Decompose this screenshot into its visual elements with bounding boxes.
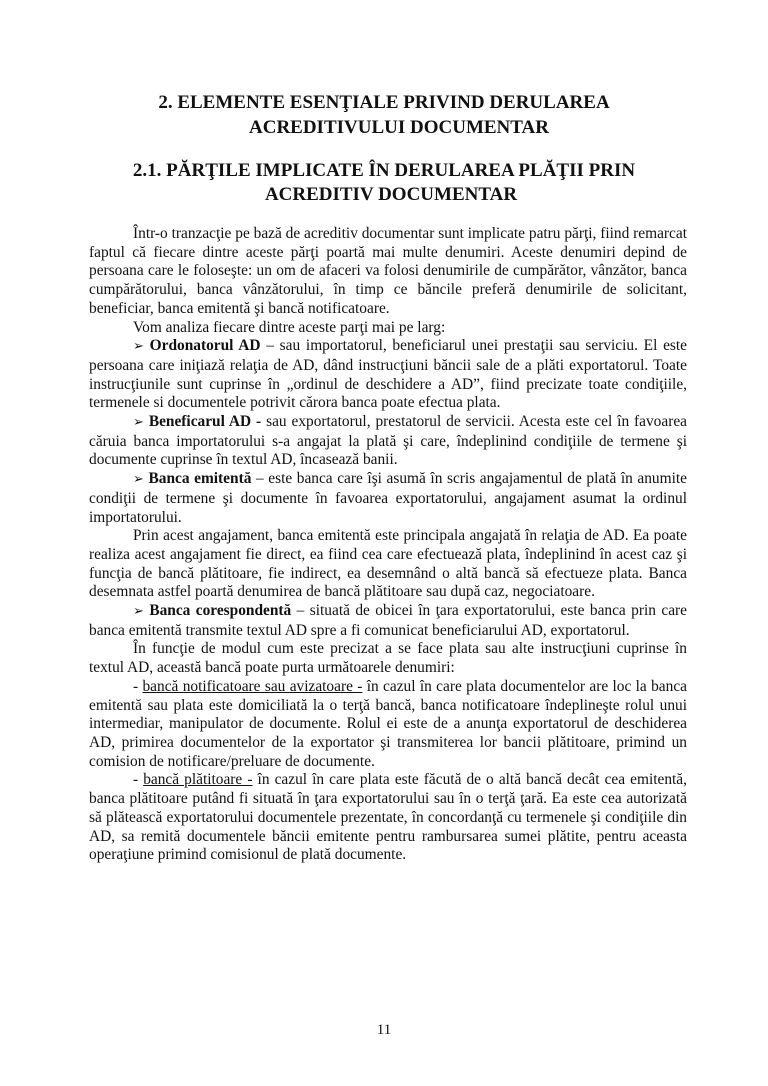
corespondenta-paragraph (89, 602, 687, 640)
platitoare-text: în cazul în care plata este făcută de o altă bancă decât cea emitentă, banca plătitoare putând fi situată în ţara exportatorului sau în o terţă ţară. Ea este cea autorizată să plătească exportatorului documentele prezentate, în concordanţă cu termenele şi condiţiile din AD, sa remită documentele băncii emitente pentru rambursarea sumei plătite, pentru aceasta operaţiune primind comisionul de plată documente. (89, 771, 687, 864)
ordonator-text: – sau importatorul, beneficiarul unei prestaţii sau serviciu. El este persoana care iniţiază relaţia de AD, dând instrucţiuni băncii sale de a plăti exportatorul. Toate instrucţiunile sunt cuprinse în „ordinul de deschidere a AD”, fiind precizate toate condiţiile, termenele si documentele potrivit cărora banca poate efectua plata. (89, 337, 687, 412)
body-text (89, 225, 687, 865)
emitenta-text: – este banca care îşi asumă în scris angajamentul de plată în anumite condiţii de termene şi documente în favoarea exportatorului, angajament asumat la ordinul importatorului. (89, 470, 687, 526)
arrow-right-icon: ➢ (133, 339, 144, 355)
notificatoare-paragraph (89, 678, 687, 772)
section-heading (80, 159, 688, 207)
section-heading-line2: ACREDITIV DOCUMENTAR (264, 184, 518, 205)
functie-paragraph: În funcţie de modul cum este precizat a se face plata sau alte instrucţiuni cuprinse în textul AD, această bancă poate purta următoarele denumiri: (89, 640, 687, 677)
analyze-paragraph: Vom analiza fiecare dintre aceste parţi mai pe larg: (133, 318, 446, 336)
chapter-heading-line2: ACREDITIVULUI DOCUMENTAR (249, 117, 549, 138)
ordonator-paragraph (89, 337, 687, 413)
beneficiar-term: Beneficarul AD - (148, 413, 262, 431)
notificatoare-prefix: - (133, 677, 143, 695)
intro-paragraph: Într-o tranzacţie pe bază de acreditiv documentar sunt implicate patru părţi, fiind remarcat faptul că fiecare dintre aceste părţi poartă mai multe denumiri. Aceste denumiri depind de persoana care le foloseşte: un om de afaceri va folosi denumirile de cumpărător, vânzător, banca cumpărătorului, banca vânzătorului, în timp ce băncile preferă denumirile de solicitant, beneficiar, banca emitentă şi bancă notificatoare. (89, 225, 687, 317)
arrow-right-icon: ➢ (133, 415, 144, 431)
section-heading-line1: 2.1. PĂRŢILE IMPLICATE ÎN DERULAREA PLĂŢII PRIN (132, 160, 636, 181)
corespondenta-term: Banca corespondentă (149, 602, 292, 620)
chapter-heading (80, 90, 688, 140)
notificatoare-term: bancă notificatoare sau avizatoare - (142, 677, 363, 695)
emitenta-term: Banca emitentă (148, 470, 252, 488)
chapter-heading-line1: 2. ELEMENTE ESENŢIALE PRIVIND DERULAREA (158, 92, 610, 113)
angajament-paragraph: Prin acest angajament, banca emitentă este principala angajată în relaţia de AD. Ea poate realiza acest angajament fie direct, ea fiind cea care efectuează plata, îndeplinind în acest caz şi funcţia de bancă plătitoare, fie indirect, ea desemnând o altă bancă să efectueze plata. Banca desemnata astfel poartă denumirea de bancă plătitoare sau după caz, negociatoare. (89, 527, 687, 601)
platitoare-paragraph (89, 771, 687, 865)
corespondenta-text: – situată de obicei în ţara exportatorului, este banca prin care banca emitentă transmite textul AD spre a fi comunicat beneficiarului AD, exportatorul. (89, 602, 687, 639)
arrow-right-icon: ➢ (133, 604, 144, 620)
platitoare-term: bancă plătitoare - (143, 771, 253, 789)
page-number: 11 (376, 1022, 392, 1038)
platitoare-prefix: - (133, 771, 144, 789)
arrow-right-icon: ➢ (133, 472, 144, 488)
beneficiar-paragraph (89, 413, 687, 470)
beneficiar-text: sau exportatorul, prestatorul de servicii. Acesta este cel în favoarea căruia banca importatorului s-a angajat la plată şi care, îndeplinind condiţiile de termene şi documente cuprinse în textul AD, încasează banii. (89, 413, 687, 469)
emitenta-paragraph (89, 470, 687, 527)
notificatoare-text: în cazul în care plata documentelor are loc la banca emitentă sau plata este domiciliată la o terţă bancă, banca notificatoare îndeplineşte rolul unui intermediar, manipulator de documente. Rolul ei este de a anunţa exportatorul de deschiderea AD, primirea documentelor de la exportator şi transmiterea lor bancii plătitoare, primind un comision de notificare/preluare de documente. (89, 677, 687, 770)
ordonator-term: Ordonatorul AD (149, 337, 261, 355)
